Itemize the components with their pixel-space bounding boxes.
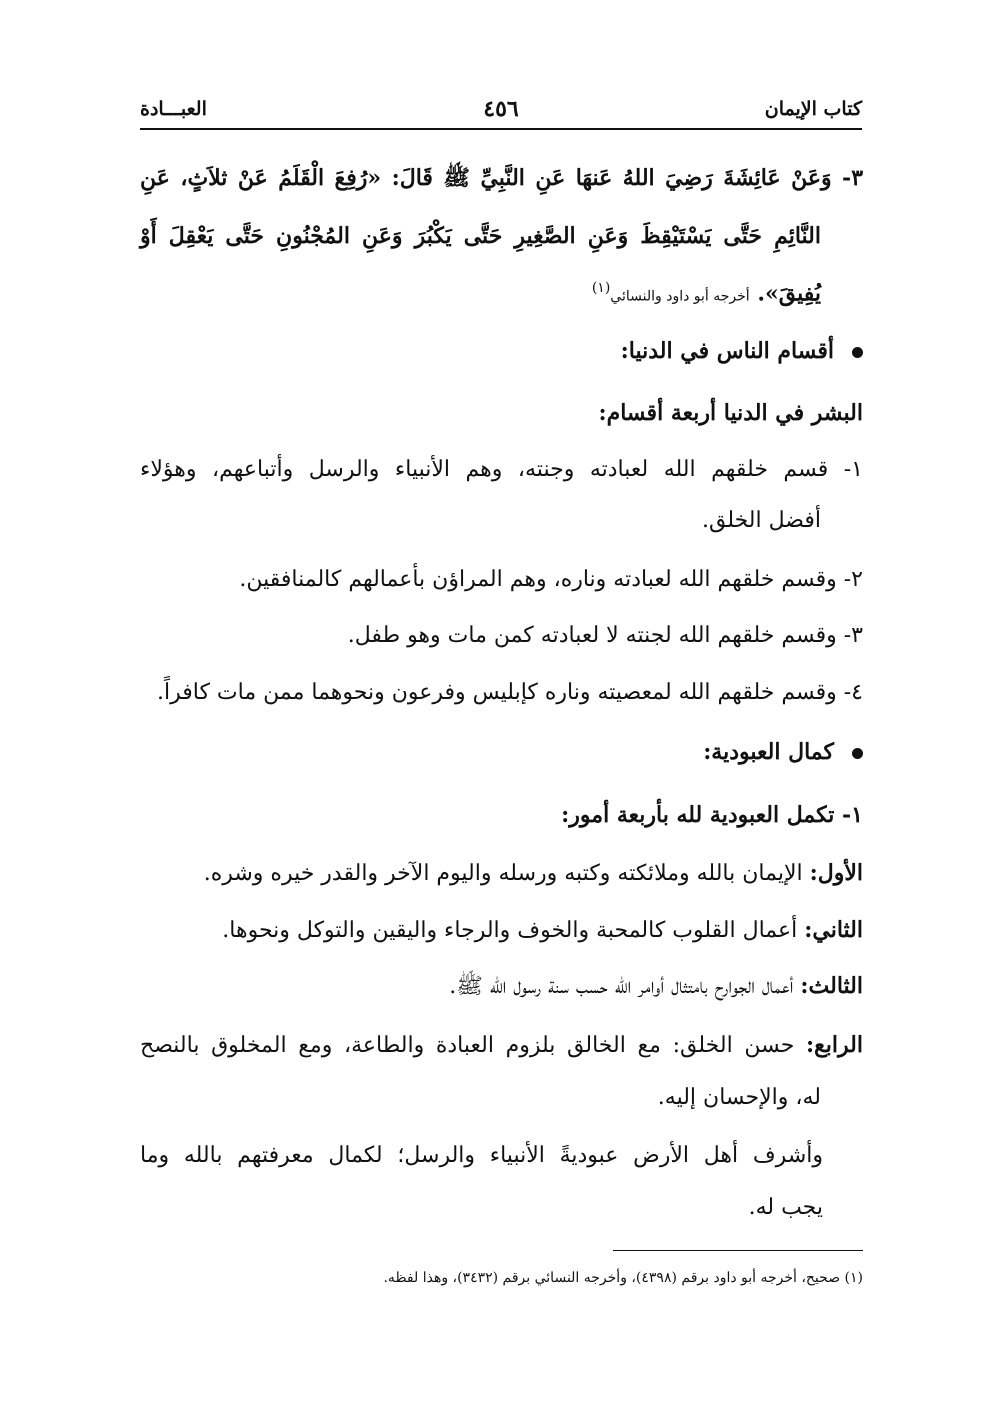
point-second-label: الثاني: (804, 917, 863, 943)
point-first-text: الإيمان بالله وملائكته وكتبه ورسله واليوم الآخر والقدر خيره وشره. (203, 861, 810, 886)
list-item-1-line-1: ١- قسم خلقهم الله لعبادته وجنته، وهم الأنبياء والرسل وأتباعهم، وهؤلاء (140, 457, 863, 482)
section-heading-1 (140, 333, 863, 369)
bullet-icon (852, 347, 863, 358)
footnote-text: (١) صحيح، أخرجه أبو داود برقم (٤٣٩٨)، وأخرجه النسائي برقم (٣٤٣٢)، وهذا لفظه. (383, 1270, 863, 1286)
point-second (140, 912, 863, 949)
point-fourth-line-2: له، والإحسان إليه. (657, 1085, 821, 1110)
closing-line-2: يجب له. (748, 1195, 823, 1220)
page-number: ٤٥٦ (483, 96, 519, 122)
point-third-text: أعمال الجوارح بامتثال أوامر الله حسب سنة رسول الله ﷺ. (449, 974, 801, 999)
hadith-line-1: ٣- وَعَنْ عَائِشَةَ رَضِيَ اللهُ عَنهَا عَنِ النَّبِيِّ ﷺ قَالَ: «رُفِعَ الْقَلَمُ عَنْ ثلاَثٍ، عَنِ (140, 165, 864, 191)
closing-line-1: وأشرف أهل الأرض عبوديةً الأنبياء والرسل؛ لكمال معرفتهم بالله وما (140, 1143, 823, 1168)
book-title: كتاب الإيمان (764, 98, 862, 120)
hadith-source: أخرجه أبو داود والنسائي (610, 288, 750, 305)
point-fourth-text: حسن الخلق: مع الخالق بلزوم العبادة والطاعة، ومع المخلوق بالنصح (140, 1033, 806, 1058)
hadith-ending: يُفِيقَ». (749, 280, 821, 307)
section-title: العبـــادة (140, 98, 207, 120)
footnote-reference: (١) (591, 280, 611, 296)
point-third-label: الثالث: (800, 973, 863, 999)
section-subheading-1: البشر في الدنيا أربعة أقسام: (598, 400, 863, 426)
point-fourth-label: الرابع: (805, 1032, 863, 1058)
point-third (140, 968, 863, 1005)
list-item-2: ٢- وقسم خلقهم الله لعبادته وناره، وهم المراؤن بأعمالهم كالمنافقين. (239, 567, 863, 592)
point-first-label: الأول: (809, 860, 863, 886)
point-second-text: أعمال القلوب كالمحبة والخوف والرجاء واليقين والتوكل ونحوها. (222, 918, 805, 943)
hadith-line-2: النَّائِمِ حَتَّى يَسْتَيْقِظَ وَعَنِ الصَّغِيرِ حَتَّى يَكْبُرَ وَعَنِ المُجْنُونِ حَتَّى يَعْقِلَ أَوْ (140, 223, 821, 249)
list-item-1-line-2: أفضل الخلق. (701, 508, 821, 533)
footnote-divider (613, 1250, 863, 1251)
running-header (140, 98, 862, 130)
list-item-3: ٣- وقسم خلقهم الله لجنته لا لعبادته كمن مات وهو طفل. (347, 623, 863, 648)
list-item-4: ٤- وقسم خلقهم الله لمعصيته وناره كإبليس وفرعون ونحوهما ممن مات كافراً. (157, 680, 863, 705)
section-subheading-2: ١- تكمل العبودية لله بأربعة أمور: (561, 802, 863, 828)
section-heading-2-text: كمال العبودية: (703, 739, 834, 765)
section-heading-2 (140, 734, 863, 770)
section-heading-1-text: أقسام الناس في الدنيا: (620, 338, 834, 364)
point-first (140, 855, 863, 892)
bullet-icon (852, 748, 863, 759)
point-fourth-line-1 (140, 1027, 863, 1064)
hadith-line-3 (140, 270, 821, 314)
